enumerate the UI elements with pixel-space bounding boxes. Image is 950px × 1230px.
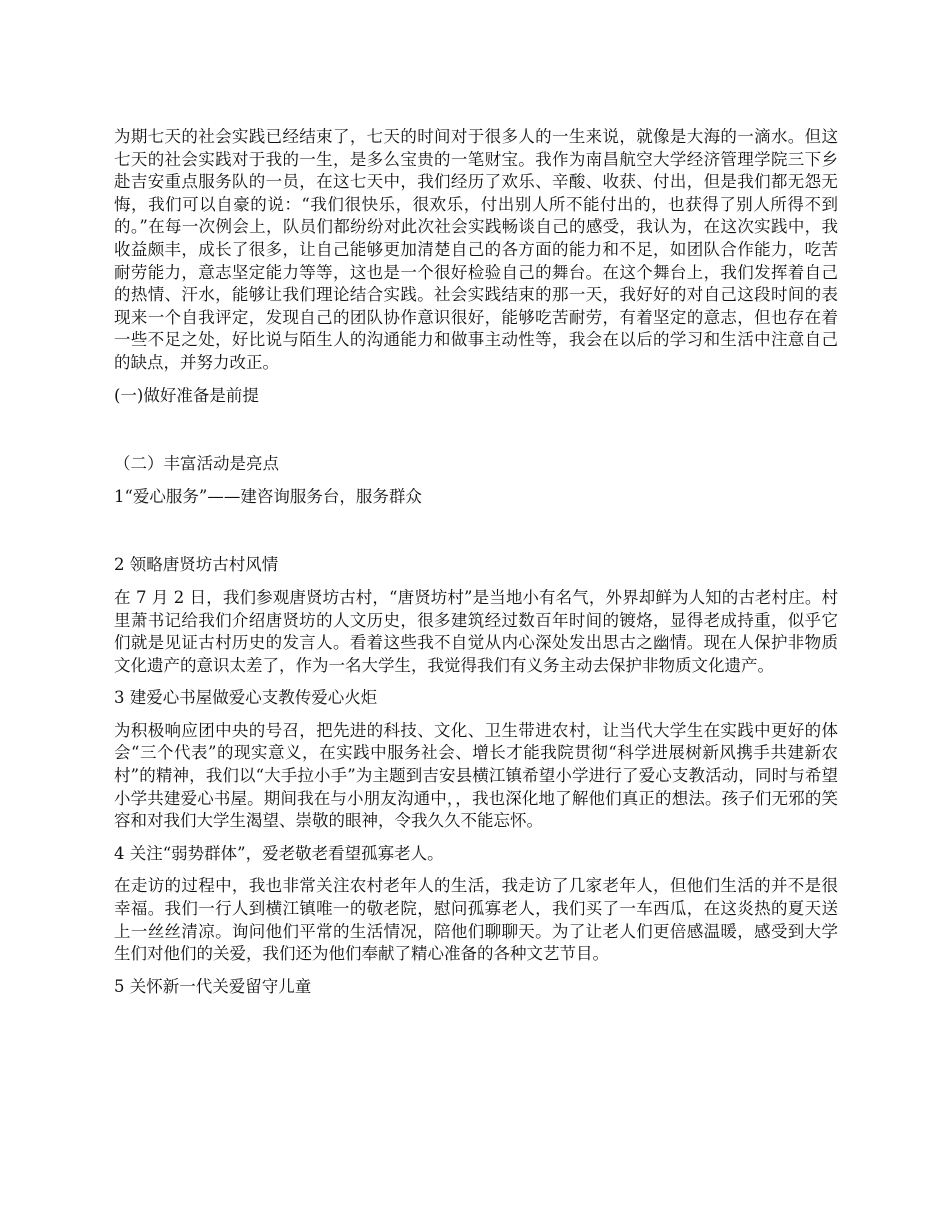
subheading-book-house: 3 建爱心书屋做爱心支教传爱心火炬 [114,688,378,708]
village-paragraph: 在 7 月 2 日，我们参观唐贤坊古村，“唐贤坊村”是当地小有名气，外界却鲜为人知的古老村庄。村里萧书记给我们介绍唐贤坊的人文历史，很多建筑经过数百年时间的镀烙，显得老成持重，似乎它们就是见证古村历史的发言人。看着这些我不自觉从内心深处发出思古之幽情。现在人保护非物质文化遗产的意识太差了，作为一名大学生，我觉得我们有义务主动去保护非物质文化遗产。 [114,587,838,675]
section-heading-preparation: (一)做好准备是前提 [114,385,259,405]
subheading-love-service: 1“爱心服务”——建咨询服务台，服务群众 [114,486,422,506]
document-body [114,126,838,998]
intro-paragraph: 为期七天的社会实践已经结束了，七天的时间对于很多人的一生来说，就像是大海的一滴水。但这七天的社会实践对于我的一生，是多么宝贵的一笔财宝。我作为南昌航空大学经济管理学院三下乡赴吉安重点服务队的一员，在这七天中，我们经历了欢乐、辛酸、收获、付出，但是我们都无怨无悔，我们可以自豪的说：“我们很快乐，很欢乐，付出别人所不能付出的，也获得了别人所得不到的。”在每一次例会上，队员们都纷纷对此次社会实践畅谈自己的感受，我认为，在这次实践中，我收益颇丰，成长了很多，让自己能够更加清楚自己的各方面的能力和不足，如团队合作能力，吃苦耐劳能力，意志坚定能力等等，这也是一个很好检验自己的舞台。在这个舞台上，我们发挥着自己的热情、汗水，能够让我们理论结合实践。社会实践结束的那一天，我好好的对自己这段时间的表现来一个自我评定，发现自己的团队协作意识很好，能够吃苦耐劳，有着坚定的意志，但也存在着一些不足之处，好比说与陌生人的沟通能力和做事主动性等，我会在以后的学习和生活中注意自己的缺点，并努力改正。 [114,127,838,372]
subheading-elderly: 4 关注“弱势群体”，爱老敬老看望孤寡老人。 [114,843,444,863]
subheading-ancient-village: 2 领略唐贤坊古村风情 [114,555,279,575]
section-heading-activities: （二）丰富活动是亮点 [114,454,279,474]
subheading-children: 5 关怀新一代关爱留守儿童 [114,976,312,996]
elderly-paragraph: 在走访的过程中，我也非常关注农村老年人的生活，我走访了几家老年人，但他们生活的并不是很幸福。我们一行人到横江镇唯一的敬老院，慰问孤寡老人，我们买了一车西瓜，在这炎热的夏天送上一丝丝清凉。询问他们平常的生活情况，陪他们聊聊天。为了让老人们更倍感温暖，感受到大学生们对他们的关爱，我们还为他们奉献了精心准备的各种文艺节目。 [114,876,838,964]
teaching-paragraph: 为积极响应团中央的号召，把先进的科技、文化、卫生带进农村，让当代大学生在实践中更好的体会“三个代表”的现实意义，在实践中服务社会、增长才能我院贯彻“科学进展树新风携手共建新农村”的精神，我们以“大手拉小手”为主题到吉安县横江镇希望小学进行了爱心支教活动，同时与希望小学共建爱心书屋。期间我在与小朋友沟通中，，我也深化地了解他们真正的想法。孩子们无邪的笑容和对我们大学生渴望、崇敬的眼神，令我久久不能忘怀。 [114,720,838,831]
